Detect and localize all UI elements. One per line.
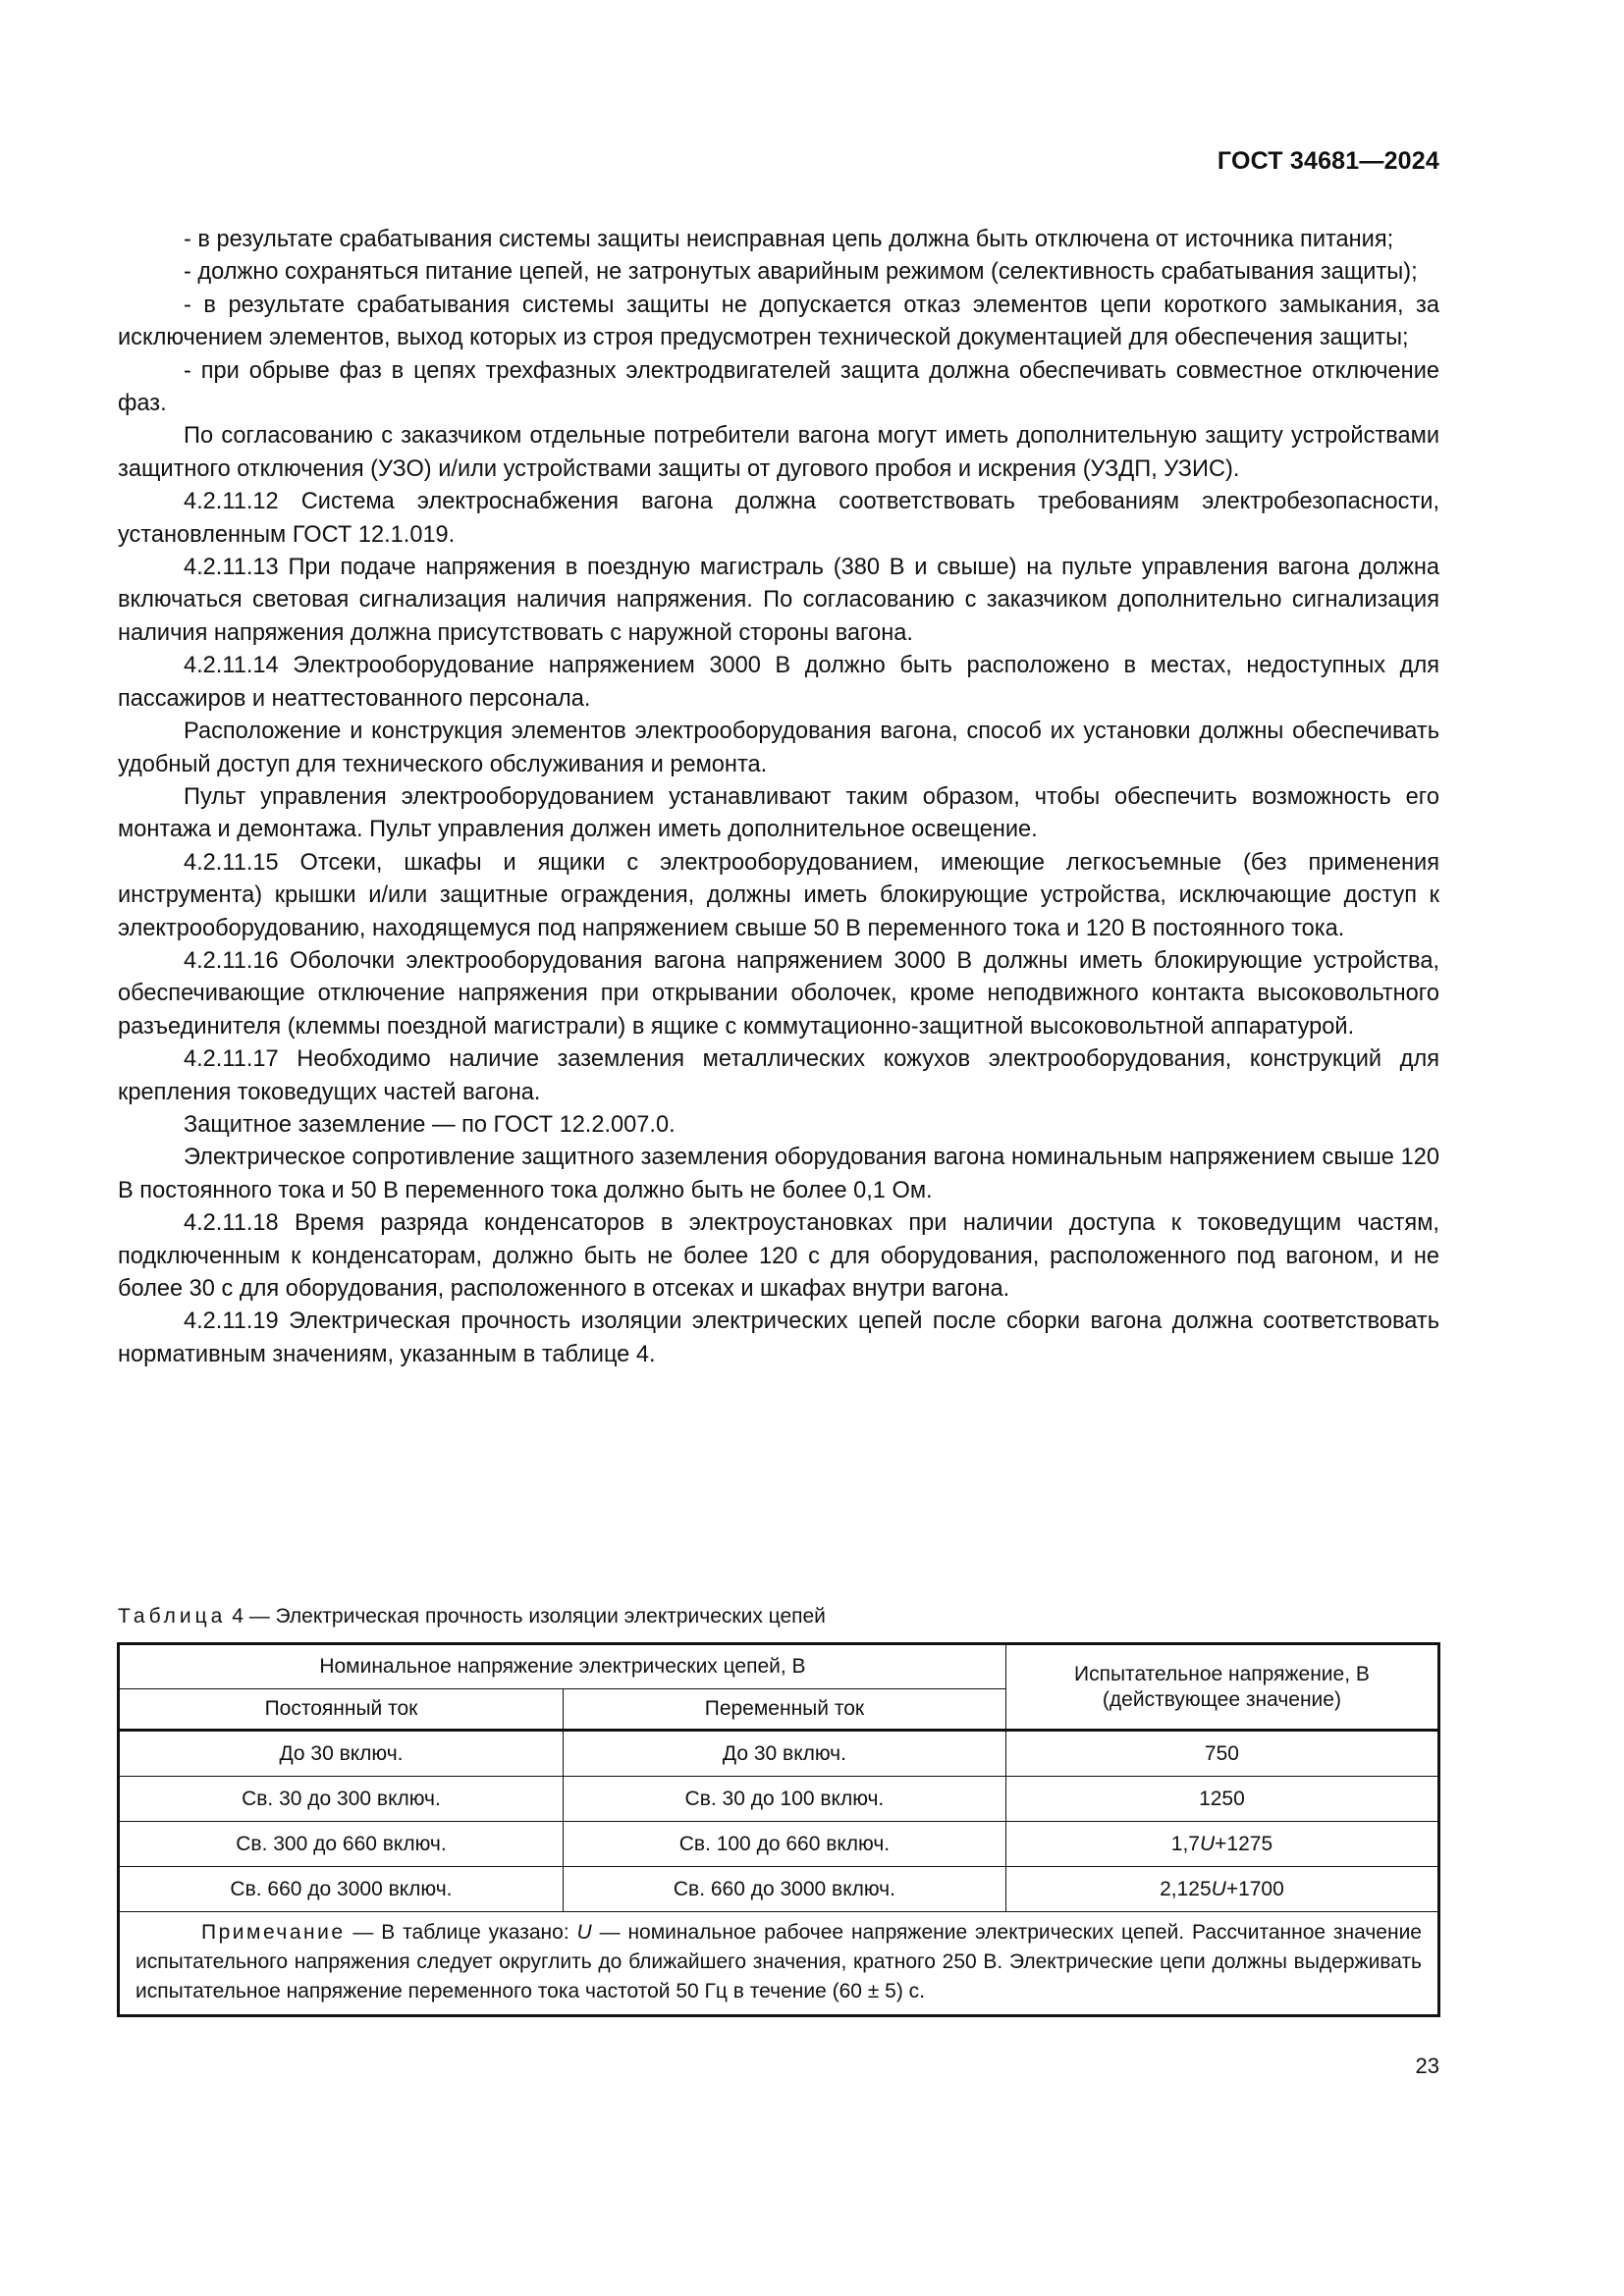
- page-number: 23: [1415, 2054, 1439, 2078]
- paragraph: 4.2.11.15 Отсеки, шкафы и ящики с электрооборудованием, имеющие легкосъемные (без применения инструмента) крышки и/или защитные ограждения, должны иметь блокирующие устройства, исключающие доступ к электрооборудованию, находящемуся под напряжением свыше 50 В переменного тока и 120 В постоянного тока.: [118, 849, 1439, 941]
- paragraph: - в результате срабатывания системы защиты неисправная цепь должна быть отключена от источника питания;: [184, 227, 1394, 252]
- header-alternating-current: Переменный ток: [563, 1689, 1005, 1731]
- note-label: Примечание: [201, 1921, 346, 1944]
- test-voltage-offset: +1275: [1215, 1832, 1273, 1855]
- note-text: — номинальное рабочее напряжение электрических цепей. Рассчитанное значение испытательного напряжения следует округлить до ближайшего значения, кратного 250 В. Электрические цепи должны выдерживать испытательное напряжение переменного тока частотой 50 Гц в течение (60 ± 5) с.: [135, 1921, 1422, 2002]
- cell-test-voltage: [1005, 1867, 1438, 1912]
- test-voltage-coefficient: 2,125: [1160, 1877, 1212, 1900]
- paragraph: - должно сохраняться питание цепей, не затронутых аварийным режимом (селективность срабатывания защиты);: [184, 259, 1418, 286]
- note-dash: — В таблице указано:: [345, 1921, 577, 1944]
- table-row: [119, 1867, 1439, 1912]
- document-id: ГОСТ 34681—2024: [1217, 147, 1439, 175]
- test-voltage-value: 750: [1204, 1741, 1239, 1765]
- paragraph: Защитное заземление — по ГОСТ 12.2.007.0.: [184, 1111, 676, 1138]
- cell-dc: Св. 30 до 300 включ.: [119, 1777, 564, 1822]
- paragraph: 4.2.11.19 Электрическая прочность изоляции электрических цепей после сборки вагона должна соответствовать нормативным значениям, указанным в таблице 4.: [118, 1308, 1439, 1367]
- paragraph: - при обрыве фаз в цепях трехфазных электродвигателей защита должна обеспечивать совместное отключение фаз.: [118, 357, 1439, 417]
- header-direct-current: Постоянный ток: [119, 1689, 564, 1731]
- paragraph: 4.2.11.16 Оболочки электрооборудования вагона напряжением 3000 В должны иметь блокирующие устройства, обеспечивающие отключение напряжения при открывании оболочек, кроме неподвижного контакта высоковольтного разъединителя (клеммы поездной магистрали) в ящике с коммутационно-защитной высоковольтной аппаратурой.: [118, 947, 1439, 1040]
- paragraph: Электрическое сопротивление защитного заземления оборудования вагона номинальным напряжением свыше 120 В постоянного тока и 50 В переменного тока должно быть не более 0,1 Ом.: [118, 1145, 1439, 1203]
- paragraph: По согласованию с заказчиком отдельные потребители вагона могут иметь дополнительную защиту устройствами защитного отключения (УЗО) и/или устройствами защиты от дугового пробоя и искрения (УЗДП, УЗИС).: [118, 423, 1439, 482]
- table-row: [119, 1822, 1439, 1867]
- cell-ac: Св. 100 до 660 включ.: [563, 1822, 1005, 1867]
- paragraph: - в результате срабатывания системы защиты не допускается отказ элементов цепи короткого замыкания, за исключением элементов, выход которых из строя предусмотрен технической документацией для обеспечения защиты;: [118, 292, 1439, 351]
- cell-dc: Св. 300 до 660 включ.: [119, 1822, 564, 1867]
- cell-ac: До 30 включ.: [563, 1731, 1005, 1777]
- table-header-row: [119, 1644, 1439, 1689]
- cell-ac: Св. 660 до 3000 включ.: [563, 1867, 1005, 1912]
- paragraph: 4.2.11.17 Необходимо наличие заземления металлических кожухов электрооборудования, конструкций для крепления токоведущих частей вагона.: [118, 1046, 1439, 1105]
- test-voltage-coefficient: 1,7: [1170, 1832, 1200, 1855]
- header-nominal-voltage: Номинальное напряжение электрических цепей, В: [119, 1644, 1006, 1689]
- test-voltage-variable: U: [1211, 1877, 1226, 1900]
- cell-dc: До 30 включ.: [119, 1731, 564, 1777]
- paragraph: 4.2.11.14 Электрооборудование напряжением 3000 В должно быть расположено в местах, недоступных для пассажиров и неаттестованного персонала.: [118, 653, 1439, 712]
- paragraph: 4.2.11.12 Система электроснабжения вагона должна соответствовать требованиям электробезопасности, установленным ГОСТ 12.1.019.: [118, 489, 1439, 548]
- table-row: [119, 1777, 1439, 1822]
- table-caption: [118, 1603, 826, 1630]
- cell-test-voltage: [1005, 1777, 1438, 1822]
- table-caption-text: 4 — Электрическая прочность изоляции электрических цепей: [232, 1605, 826, 1628]
- paragraph: 4.2.11.13 При подаче напряжения в поездную магистраль (380 В и свыше) на пульте управления вагона должна включаться световая сигнализация наличия напряжения. По согласованию с заказчиком дополнительно сигнализация наличия напряжения должна присутствовать с наружной стороны вагона.: [118, 555, 1439, 646]
- cell-ac: Св. 30 до 100 включ.: [563, 1777, 1005, 1822]
- table-row: [119, 1731, 1439, 1777]
- table-note-row: [119, 1912, 1439, 2016]
- note-variable: U: [576, 1921, 592, 1944]
- table-note: [119, 1912, 1439, 2016]
- body-text: [118, 224, 1439, 1371]
- insulation-strength-table: [117, 1642, 1440, 2017]
- test-voltage-offset: +1700: [1225, 1877, 1284, 1900]
- table-caption-label: Таблица: [118, 1605, 227, 1628]
- paragraph: Расположение и конструкция элементов электрооборудования вагона, способ их установки должны обеспечивать удобный доступ для технического обслуживания и ремонта.: [118, 719, 1439, 777]
- test-voltage-value: 1250: [1199, 1787, 1245, 1810]
- header-test-voltage: Испытательное напряжение, В (действующее значение): [1005, 1644, 1438, 1731]
- test-voltage-variable: U: [1199, 1832, 1216, 1855]
- cell-test-voltage: [1005, 1731, 1438, 1777]
- cell-dc: Св. 660 до 3000 включ.: [119, 1867, 564, 1912]
- paragraph: Пульт управления электрооборудованием устанавливают таким образом, чтобы обеспечить возможность его монтажа и демонтажа. Пульт управления должен иметь дополнительное освещение.: [118, 783, 1439, 843]
- cell-test-voltage: [1005, 1822, 1438, 1867]
- paragraph: 4.2.11.18 Время разряда конденсаторов в электроустановках при наличии доступа к токоведущим частям, подключенным к конденсаторам, должно быть не более 120 с для оборудования, расположенного под вагоном, и не более 30 с для оборудования, расположенного в отсеках и шкафах внутри вагона.: [118, 1210, 1439, 1302]
